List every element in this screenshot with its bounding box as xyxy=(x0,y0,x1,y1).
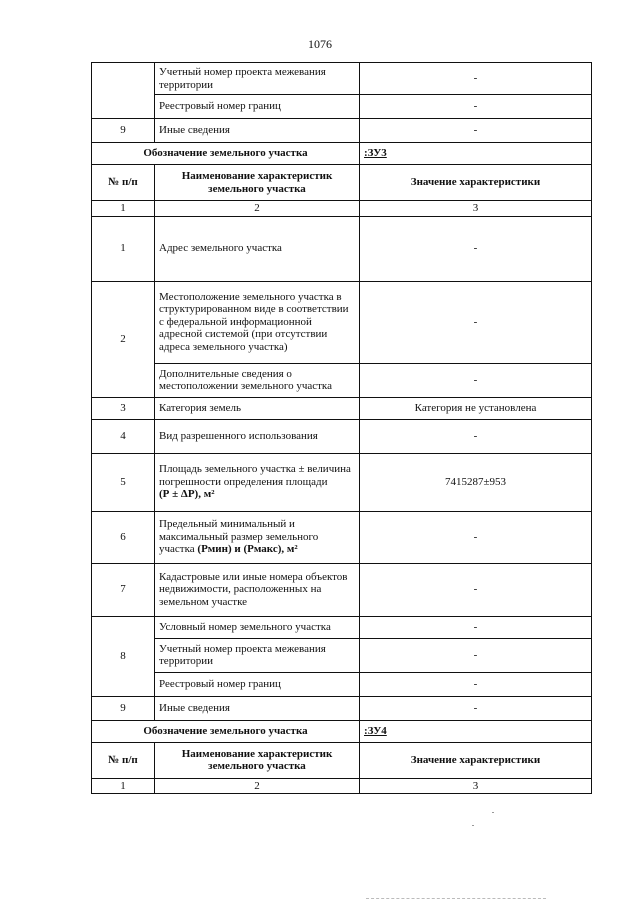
row-name-text: Предельный минимальный и максимальный размер земельного участка xyxy=(159,518,319,556)
row-number-cell: 8 xyxy=(92,616,155,696)
scan-speck xyxy=(492,812,494,813)
header-name: Наименование характеристик земельного участка xyxy=(155,742,360,778)
section-row-zu4 xyxy=(92,720,592,742)
table-row xyxy=(92,119,592,143)
row-name-cell: Вид разрешенного использования xyxy=(155,419,360,453)
col-number: 1 xyxy=(92,778,155,794)
row-name-cell xyxy=(155,453,360,511)
row-number-cell: 9 xyxy=(92,119,155,143)
row-name-cell: Учетный номер проекта межевания территории xyxy=(155,63,360,95)
column-number-row xyxy=(92,201,592,217)
row-value-cell: - xyxy=(360,419,592,453)
table-row xyxy=(92,638,592,672)
row-name-cell: Иные сведения xyxy=(155,696,360,720)
area-formula: (Р ± ΔР), м² xyxy=(159,488,215,501)
row-value-cell: - xyxy=(360,638,592,672)
section-row-zu3 xyxy=(92,143,592,165)
row-number-cell xyxy=(92,63,155,119)
section-code: :ЗУ4 xyxy=(360,720,592,742)
row-value-cell: - xyxy=(360,95,592,119)
row-name-cell: Дополнительные сведения о местоположении земельного участка xyxy=(155,363,360,397)
col-number: 3 xyxy=(360,201,592,217)
row-number-cell: 1 xyxy=(92,216,155,281)
row-value-cell: - xyxy=(360,563,592,616)
row-name-cell: Адрес земельного участка xyxy=(155,216,360,281)
row-value-cell: Категория не установлена xyxy=(360,397,592,419)
row-value-cell: 7415287±953 xyxy=(360,453,592,511)
table-row xyxy=(92,511,592,563)
row-number-cell: 7 xyxy=(92,563,155,616)
table-header-row xyxy=(92,165,592,201)
table-row xyxy=(92,672,592,696)
section-code: :ЗУ3 xyxy=(360,143,592,165)
section-label: Обозначение земельного участка xyxy=(92,720,360,742)
row-value-cell: - xyxy=(360,363,592,397)
table-row xyxy=(92,397,592,419)
header-num: № п/п xyxy=(92,742,155,778)
row-value-cell: - xyxy=(360,672,592,696)
row-value-cell: - xyxy=(360,696,592,720)
table-row xyxy=(92,419,592,453)
row-number-cell: 4 xyxy=(92,419,155,453)
row-name-cell xyxy=(155,511,360,563)
row-name-cell: Иные сведения xyxy=(155,119,360,143)
table-header-row xyxy=(92,742,592,778)
row-value-cell: - xyxy=(360,616,592,638)
row-name-cell: Реестровый номер границ xyxy=(155,672,360,696)
row-value-cell: - xyxy=(360,511,592,563)
column-number-row xyxy=(92,778,592,794)
col-number: 3 xyxy=(360,778,592,794)
scan-edge-mark xyxy=(366,898,546,899)
col-number: 1 xyxy=(92,201,155,217)
land-plot-table xyxy=(91,62,592,794)
header-num: № п/п xyxy=(92,165,155,201)
row-name-cell: Кадастровые или иные номера объектов недвижимости, расположенных на земельном участке xyxy=(155,563,360,616)
table-row xyxy=(92,216,592,281)
row-value-cell: - xyxy=(360,216,592,281)
size-formula: (Рмин) и (Рмакс), м² xyxy=(197,543,298,556)
section-label: Обозначение земельного участка xyxy=(92,143,360,165)
table-row xyxy=(92,453,592,511)
table-row xyxy=(92,95,592,119)
table-row xyxy=(92,281,592,363)
row-number-cell: 3 xyxy=(92,397,155,419)
table-row xyxy=(92,63,592,95)
row-name-cell: Условный номер земельного участка xyxy=(155,616,360,638)
row-number-cell: 6 xyxy=(92,511,155,563)
row-value-cell: - xyxy=(360,63,592,95)
table-row xyxy=(92,696,592,720)
header-value: Значение характеристики xyxy=(360,165,592,201)
row-number-cell: 9 xyxy=(92,696,155,720)
row-name-cell: Реестровый номер границ xyxy=(155,95,360,119)
table-row xyxy=(92,363,592,397)
col-number: 2 xyxy=(155,778,360,794)
header-name: Наименование характеристик земельного участка xyxy=(155,165,360,201)
row-value-cell: - xyxy=(360,281,592,363)
page-number: 1076 xyxy=(308,37,332,51)
row-name-text: Площадь земельного участка ± величина погрешности определения площади xyxy=(159,463,351,488)
table-row xyxy=(92,563,592,616)
row-name-cell: Категория земель xyxy=(155,397,360,419)
header-value: Значение характеристики xyxy=(360,742,592,778)
table-row xyxy=(92,616,592,638)
row-name-cell: Местоположение земельного участка в структурированном виде в соответствии с федеральной информационной адресной системой (при отсутствии адреса земельного участка) xyxy=(155,281,360,363)
row-name-cell: Учетный номер проекта межевания территории xyxy=(155,638,360,672)
row-number-cell: 2 xyxy=(92,281,155,397)
scan-speck xyxy=(472,825,474,826)
row-number-cell: 5 xyxy=(92,453,155,511)
col-number: 2 xyxy=(155,201,360,217)
row-value-cell: - xyxy=(360,119,592,143)
